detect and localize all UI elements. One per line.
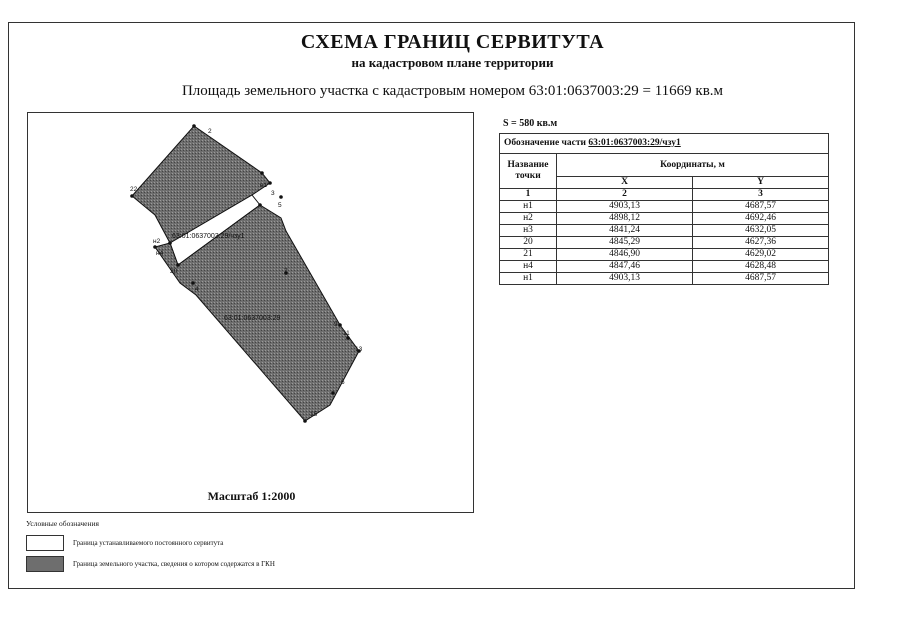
- point-label-2: 2: [208, 128, 212, 135]
- point-label-3: 3: [271, 190, 275, 197]
- point-label-5: 5: [278, 202, 282, 209]
- servitude-area: S = 580 кв.м: [503, 118, 558, 129]
- col-x-header: X: [557, 177, 693, 189]
- legend-text-servitude: Граница устанавливаемого постоянного сервитута: [73, 539, 224, 547]
- legend-text-parcel: Граница земельного участка, сведения о котором содержатся в ГКН: [73, 560, 275, 568]
- parcel-label-upper: 63:01:0637003:29/чзу1: [172, 233, 245, 240]
- map-drawing: [28, 113, 475, 514]
- table-row: н4 4847,46 4628,48: [500, 261, 829, 273]
- point-label-15: 15: [310, 411, 318, 418]
- table-part-row: [500, 134, 829, 154]
- point-label-n4: н4: [156, 250, 164, 257]
- scale-label: Масштаб 1:2000: [207, 489, 296, 503]
- table-row: н1 4903,13 4687,57: [500, 201, 829, 213]
- legend-swatch-servitude: [26, 535, 64, 551]
- table-row: н2 4898,12 4692,46: [500, 213, 829, 225]
- point-label-22: 22: [130, 186, 138, 193]
- area-statement: Площадь земельного участка с кадастровым номером 63:01:0637003:29 = 11669 кв.м: [181, 83, 724, 99]
- table-row: 20 4845,29 4627,36: [500, 237, 829, 249]
- table-row: н1 4903,13 4687,57: [500, 273, 829, 285]
- point-label-7: 7: [284, 268, 288, 275]
- coordinates-table: [499, 133, 829, 285]
- legend-swatch-parcel: [26, 556, 64, 572]
- col-y-header: Y: [693, 177, 829, 189]
- table-header-row: [500, 154, 829, 177]
- point-label-n2: н2: [153, 238, 161, 245]
- point-label-9: 9: [334, 321, 338, 328]
- cadastral-map: [27, 112, 474, 513]
- legend-title: Условные обозначения: [26, 519, 99, 528]
- table-index-row: 1 2 3: [500, 189, 829, 201]
- point-label-n1: н1: [260, 182, 268, 189]
- point-label-20: 20: [170, 268, 178, 275]
- col-coords-header: Координаты, м: [557, 154, 829, 177]
- parcel-label-lower: 63:01:0637003:29: [224, 315, 281, 322]
- point-label-6: 6: [341, 379, 345, 386]
- page-subtitle: на кадастровом плане территории: [351, 55, 554, 70]
- table-row: 21 4846,90 4629,02: [500, 249, 829, 261]
- part-number: 63:01:0637003:29/чзу1: [588, 138, 681, 148]
- point-label-11: 11: [343, 330, 350, 337]
- part-designation-cell: Обозначение части 63:01:0637003:29/чзу1: [500, 134, 829, 154]
- point-label-13: 13: [355, 346, 363, 353]
- col-name-header: Название точки: [500, 154, 557, 189]
- page-title: СХЕМА ГРАНИЦ СЕРВИТУТА: [300, 31, 605, 53]
- point-label-4: 4: [195, 286, 199, 293]
- table-row: н3 4841,24 4632,05: [500, 225, 829, 237]
